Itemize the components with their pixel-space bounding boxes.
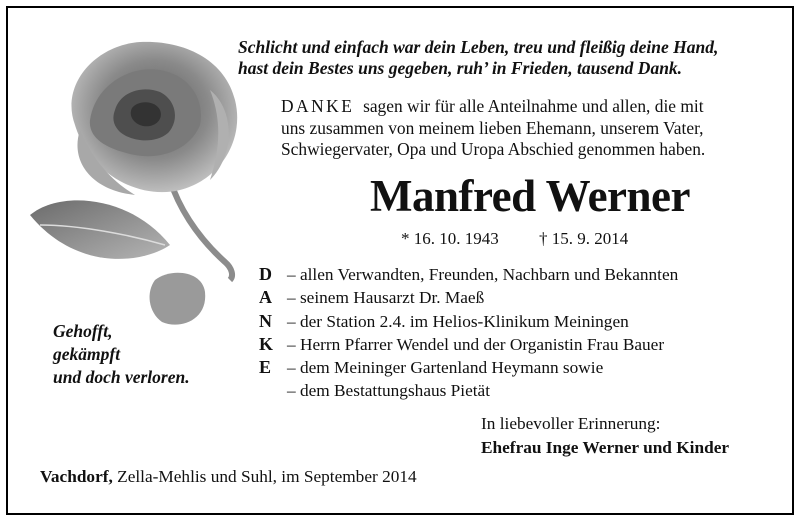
memory-signature	[481, 412, 781, 460]
death-date: † 15. 9. 2014	[539, 229, 629, 248]
motto-line: Gehofft,	[53, 321, 113, 341]
danke-word: DANKE	[281, 96, 355, 116]
signed-by: Ehefrau Inge Werner und Kinder	[481, 438, 730, 457]
poem	[238, 37, 788, 79]
thanks-line: Schwiegervater, Opa und Uropa Abschied genommen haben.	[281, 139, 706, 159]
acrostic-letter: A	[259, 287, 272, 308]
thanks-paragraph	[281, 96, 781, 161]
acrostic-letter: K	[259, 333, 274, 354]
list-item: – dem Meininger Gartenland Heymann sowie	[287, 358, 604, 378]
place-main: Vachdorf,	[40, 467, 113, 486]
list-item: – Herrn Pfarrer Wendel und der Organistin Frau Bauer	[287, 334, 665, 354]
thanks-line-rest: sagen wir für alle Anteilnahme und allen, die mit	[363, 96, 704, 116]
list-item: – der Station 2.4. im Helios-Klinikum Meiningen	[287, 311, 629, 331]
motto-line: und doch verloren.	[53, 367, 190, 387]
motto-line: gekämpft	[53, 344, 121, 364]
poem-line: Schlicht und einfach war dein Leben, treu und fleißig deine Hand,	[238, 37, 719, 57]
life-dates	[401, 229, 628, 249]
place-rest: Zella-Mehlis und Suhl, im September 2014	[112, 467, 417, 486]
acrostic-letter: E	[259, 357, 272, 378]
motto	[53, 320, 253, 389]
birth-date: * 16. 10. 1943	[401, 229, 499, 248]
list-item: – seinem Hausarzt Dr. Maeß	[287, 288, 485, 308]
acrostic-letter: D	[259, 264, 272, 284]
list-item: – dem Bestattungshaus Pietät	[287, 381, 491, 401]
danke-acrostic	[259, 263, 281, 379]
rose-illustration	[20, 30, 260, 340]
place-and-date	[40, 466, 417, 488]
list-item: – allen Verwandten, Freunden, Nachbarn und Bekannten	[287, 265, 679, 284]
poem-line: hast dein Bestes uns gegeben, ruh’ in Frieden, tausend Dank.	[238, 58, 683, 78]
memory-intro: In liebevoller Erinnerung:	[481, 414, 661, 433]
deceased-name: Manfred Werner	[369, 171, 691, 221]
thanks-line	[281, 96, 781, 118]
thanks-line: uns zusammen von meinem lieben Ehemann, unserem Vater,	[281, 117, 704, 138]
thanks-list	[287, 263, 777, 403]
acrostic-letter: N	[259, 310, 272, 331]
